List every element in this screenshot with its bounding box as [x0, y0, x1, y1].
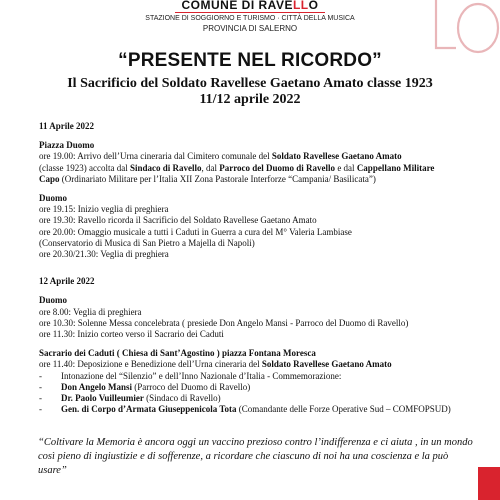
day2-place2: Sacrario dei Caduti ( Chiesa di Sant’Agostino ) piazza Fontana Moresca	[39, 348, 316, 359]
list-item: - Gen. di Corpo d’Armata Giuseppenicola Tota (Comandante delle Forze Operative Sud – COMFOPSUD)	[39, 404, 451, 415]
list-item: (Conservatorio di Musica di San Pietro a Majella di Napoli)	[39, 237, 255, 248]
day1-block1	[39, 140, 484, 185]
day1-date: 11 Aprile 2022	[39, 121, 95, 131]
list-item: ore 19.15: Inizio veglia di preghiera	[39, 204, 169, 215]
page-subtitle: Il Sacrificio del Soldato Ravellese Gaetano Amato classe 1923 11/12 aprile 2022	[67, 76, 433, 107]
list-item: ore 19.30: Ravello ricorda il Sacrificio del Soldato Ravellese Gaetano Amato	[39, 215, 317, 226]
day2-block2	[39, 348, 484, 415]
day1-place2: Duomo	[39, 193, 68, 204]
program-body	[39, 121, 484, 423]
day1-arrival-text: ore 19.00: Arrivo dell’Urna cineraria dal Cimitero comunale del Soldato Ravellese Gaetano Amato (classe 1923) accolta dal Sindaco di Ravello, dal Parroco del Duomo di Ravello e dal Cappellano Militare Capo (Ordinariato Militare per l’Italia XII Zona Pastorale Interforze “Campania/ Basilicata”)	[39, 151, 435, 184]
list-item: ore 8.00: Veglia di preghiera	[39, 306, 142, 317]
day2-block1	[39, 295, 484, 340]
list-item: - Intonazione del “Silenzio” e dell’Inno Nazionale d’Italia - Commemorazione:	[39, 370, 342, 381]
closing-quote: “Coltivare la Memoria è ancora oggi un vaccino prezioso contro l’indifferenza e ci aiuta , in un mondo così pieno di ingiustizie e di sofferenze, a ricordare che ciascuno di noi ha una coscienza e la può usare”	[38, 437, 473, 476]
list-item: ore 20.00: Omaggio musicale a tutti i Caduti in Guerra a cura del M° Valeria Lambiase	[39, 226, 352, 237]
list-item: - Dr. Paolo Vuilleumier (Sindaco di Ravello)	[39, 393, 221, 404]
day2-place1: Duomo	[39, 295, 68, 306]
header-province: PROVINCIA DI SALERNO	[202, 24, 298, 33]
header-divider	[175, 12, 325, 13]
list-item: ore 11.30: Inizio corteo verso il Sacrario dei Caduti	[39, 329, 224, 340]
list-item: ore 20.30/21.30: Veglia di preghiera	[39, 249, 169, 260]
day1-block2	[39, 193, 484, 260]
page-title: “PRESENTE NEL RICORDO”	[118, 50, 382, 71]
header-subline: STAZIONE DI SOGGIORNO E TURISMO · CITTÀ DELLA MUSICA	[145, 15, 355, 22]
day2-deposition-text: ore 11.40: Deposizione e Benedizione dell’Urna cineraria del Soldato Ravellese Gaetano Amato	[39, 359, 392, 370]
day1-place1: Piazza Duomo	[39, 140, 95, 151]
red-corner-mark	[478, 467, 500, 500]
list-item: - Don Angelo Mansi (Parroco del Duomo di Ravello)	[39, 381, 251, 392]
comune-name: COMUNE DI RAVELLO	[181, 0, 319, 12]
list-item: ore 10.30: Solenne Messa concelebrata ( presiede Don Angelo Mansi - Parroco del Duomo di Ravello)	[39, 317, 409, 328]
header	[0, 0, 500, 34]
day2-date: 12 Aprile 2022	[39, 276, 95, 287]
